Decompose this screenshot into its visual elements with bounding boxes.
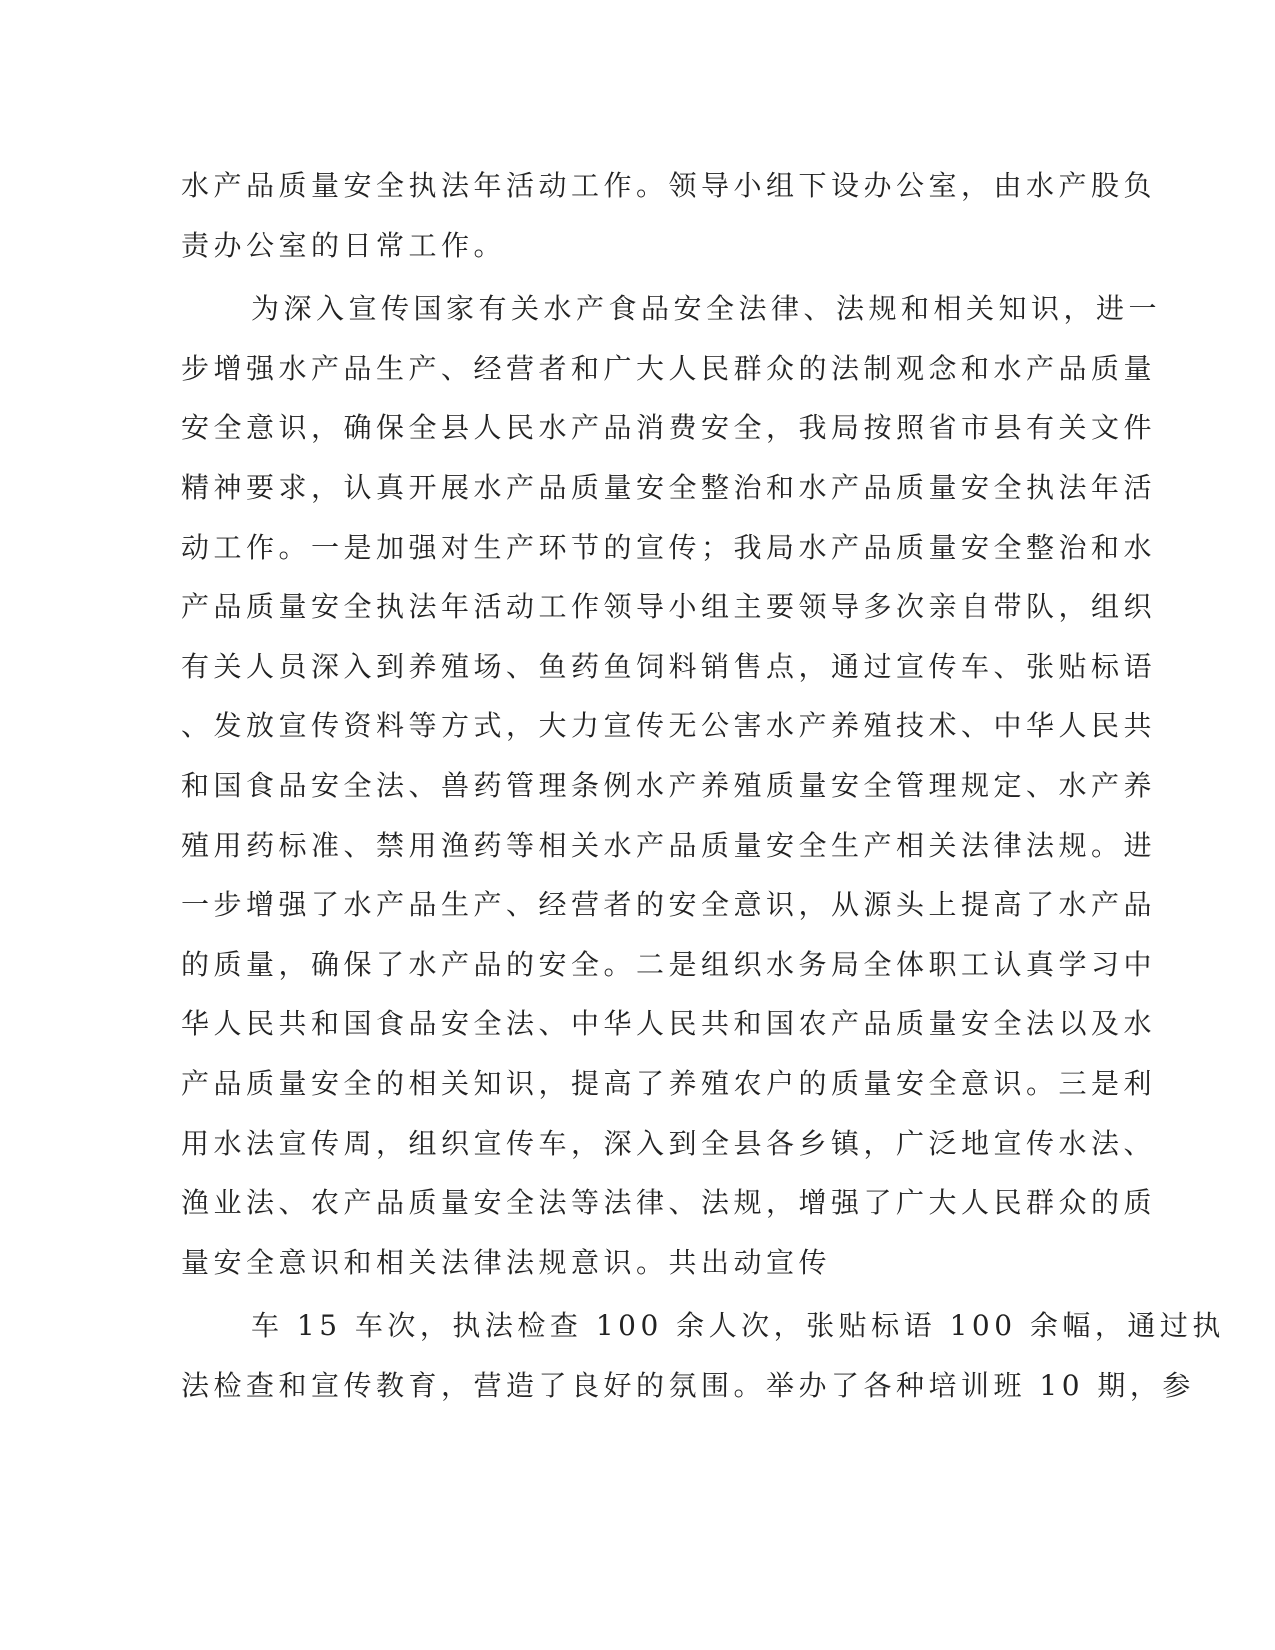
text-line: 动工作。一是加强对生产环节的宣传；我局水产品质量安全整治和水 — [181, 530, 1157, 564]
text-line: 渔业法、农产品质量安全法等法律、法规，增强了广大人民群众的质 — [181, 1186, 1157, 1220]
text-line: 华人民共和国食品安全法、中华人民共和国农产品质量安全法以及水 — [181, 1007, 1157, 1041]
text-line: 和国食品安全法、兽药管理条例水产养殖质量安全管理规定、水产养 — [181, 768, 1157, 802]
text-line: 用水法宣传周，组织宣传车，深入到全县各乡镇，广泛地宣传水法、 — [181, 1126, 1157, 1160]
text-line: 精神要求，认真开展水产品质量安全整治和水产品质量安全执法年活 — [181, 470, 1157, 504]
text-line: 一步增强了水产品生产、经营者的安全意识，从源头上提高了水产品 — [181, 888, 1157, 922]
paragraph-3 — [181, 1296, 1225, 1415]
text-line: 、发放宣传资料等方式，大力宣传无公害水产养殖技术、中华人民共 — [181, 709, 1157, 743]
body-text — [181, 156, 1225, 1415]
text-line: 步增强水产品生产、经营者和广大人民群众的法制观念和水产品质量 — [181, 351, 1157, 385]
text-line: 殖用药标准、禁用渔药等相关水产品质量安全生产相关法律法规。进 — [181, 828, 1157, 862]
text-line: 法检查和宣传教育，营造了良好的氛围。举办了各种培训班 10 期，参 — [181, 1368, 1195, 1402]
text-line: 安全意识，确保全县人民水产品消费安全，我局按照省市县有关文件 — [181, 411, 1157, 445]
paragraph-2 — [181, 279, 1162, 1292]
text-line: 水产品质量安全执法年活动工作。领导小组下设办公室，由水产股负 — [181, 169, 1157, 202]
text-line: 有关人员深入到养殖场、鱼药鱼饲料销售点，通过宣传车、张贴标语 — [181, 649, 1157, 683]
text-line: 为深入宣传国家有关水产食品安全法律、法规和相关知识，进一 — [251, 292, 1162, 326]
text-line: 车 15 车次，执法检查 100 余人次，张贴标语 100 余幅，通过执 — [251, 1309, 1225, 1343]
text-line: 产品质量安全的相关知识，提高了养殖农户的质量安全意识。三是利 — [181, 1066, 1157, 1100]
text-line: 产品质量安全执法年活动工作领导小组主要领导多次亲自带队，组织 — [181, 590, 1157, 624]
paragraph-1 — [181, 156, 1157, 275]
text-line: 责办公室的日常工作。 — [181, 228, 507, 262]
text-line: 量安全意识和相关法律法规意识。共出动宣传 — [181, 1245, 832, 1279]
text-line: 的质量，确保了水产品的安全。二是组织水务局全体职工认真学习中 — [181, 947, 1157, 981]
